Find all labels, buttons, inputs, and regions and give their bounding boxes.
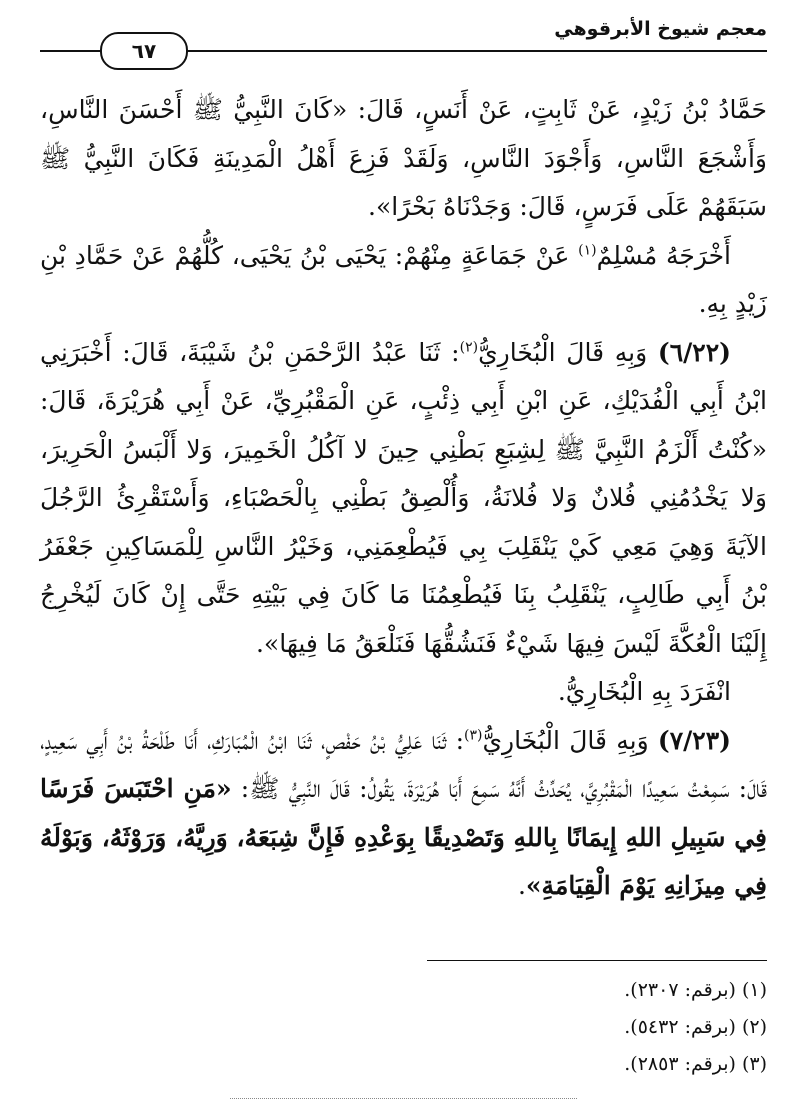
hadith-23-text: : ثَنَا عَلِيُّ بْنُ حَفْصٍ، ثَنَا ابْنُ الْمُبَارَكِ، أَنَا طَلْحَةُ بْنُ أَبِي سَعِيدٍ، قَالَ: سَمِعْتُ سَعِيدًا الْمَقْبُرِيَّ، يُحَدِّثُ أَنَّهُ سَمِعَ أَبَا هُرَيْرَةَ، يَقُولُ: قَالَ النَّبِيُّ ﷺ:	[40, 725, 767, 803]
footnotes	[407, 972, 767, 1083]
main-text	[40, 86, 767, 911]
takhrij-text-rest: عَنْ جَمَاعَةٍ مِنْهُمْ: يَحْيَى بْنُ يَحْيَى، كُلُّهُمْ عَنْ حَمَّادِ بْنِ زَيْدٍ بِهِ.	[40, 240, 767, 318]
paragraph-hadith-continuation: حَمَّادُ بْنُ زَيْدٍ، عَنْ ثَابِتٍ، عَنْ أَنَسٍ، قَالَ: «كَانَ النَّبِيُّ ﷺ أَحْسَنَ النَّاسِ، وَأَشْجَعَ النَّاسِ، وَأَجْوَدَ النَّاسِ، وَلَقَدْ فَزِعَ أَهْلُ الْمَدِينَةِ فَكَانَ النَّبِيُّ ﷺ سَبَقَهُمْ عَلَى فَرَسٍ، قَالَ: وَجَدْنَاهُ بَحْرًا».	[40, 95, 767, 221]
paragraph-hadith-22	[40, 329, 767, 669]
paragraph-takhrij-muslim	[40, 232, 767, 329]
takhrij-text: أَخْرَجَهُ مُسْلِمٌ	[596, 240, 731, 270]
hadith-23-end: .	[517, 871, 526, 900]
hadith-22-text: : ثَنَا عَبْدُ الرَّحْمَنِ بْنُ شَيْبَةَ، قَالَ: أَخْبَرَنِي ابْنُ أَبِي الْفُدَيْكِ، عَنِ ابْنِ أَبِي ذِئْبٍ، عَنِ الْمَقْبُرِيِّ، عَنْ أَبِي هُرَيْرَةَ، قَالَ: «كُنْتُ أَلْزَمُ النَّبِيَّ ﷺ لِشِبَعِ بَطْنِي حِينَ لا آكُلُ الْخَمِيرَ، وَلا أَلْبَسُ الْحَرِيرَ، وَلا يَخْدُمُنِي فُلانٌ وَلا فُلانَةُ، وَأُلْصِقُ بَطْنِي بِالْحَصْبَاءِ، وَأَسْتَقْرِئُ الرَّجُلَ الآيَةَ وَهِيَ مَعِي كَيْ يَنْقَلِبَ بِي فَيُطْعِمَنِي، وَخَيْرُ النَّاسِ لِلْمَسَاكِينِ جَعْفَرُ بْنُ أَبِي طَالِبٍ، يَنْقَلِبُ بِنَا فَيُطْعِمُنَا مَا كَانَ فِي بَيْتِهِ حَتَّى إِنْ كَانَ لَيُخْرِجُ إِلَيْنَا الْعُكَّةَ لَيْسَ فِيهَا شَيْءٌ فَنَشُقُّهَا فَنَلْعَقُ مَا فِيهَا».	[40, 337, 767, 658]
footnote-separator	[427, 960, 767, 961]
running-header-title: معجم شيوخ الأبرقوهي	[554, 18, 767, 40]
hadith-number-22: (٦/٢٢)	[657, 337, 731, 367]
footnote-3: (٣) (برقم: ٢٨٥٣).	[624, 1053, 767, 1075]
paragraph-hadith-23	[40, 717, 767, 911]
footnote-ref-3[interactable]: (٣)	[464, 727, 483, 744]
page-number-badge: ٦٧	[100, 32, 188, 70]
hadith-23-quote: «مَنِ احْتَبَسَ فَرَسًا فِي سَبِيلِ اللهِ إِيمَانًا بِاللهِ وَتَصْدِيقًا بِوَعْدِهِ فَإِنَّ شِبَعَهُ، وَرِيَّهُ، وَرَوْثَهُ، وَبَوْلَهُ فِي مِيزَانِهِ يَوْمَ الْقِيَامَةِ»	[40, 774, 767, 900]
footnote-ref-1[interactable]: (١)	[578, 242, 597, 259]
page-bottom-divider	[230, 1098, 577, 1099]
hadith-number-23: (٧/٢٣)	[657, 725, 732, 755]
hadith-23-intro: وَبِهِ قَالَ الْبُخَارِيُّ	[482, 725, 658, 755]
footnote-2: (٢) (برقم: ٥٤٣٢).	[624, 1016, 767, 1038]
hadith-22-intro: وَبِهِ قَالَ الْبُخَارِيُّ	[478, 337, 658, 367]
paragraph-infarad: انْفَرَدَ بِهِ الْبُخَارِيُّ.	[557, 677, 731, 706]
footnote-1: (١) (برقم: ٢٣٠٧).	[624, 979, 767, 1001]
footnote-ref-2[interactable]: (٢)	[459, 339, 479, 356]
